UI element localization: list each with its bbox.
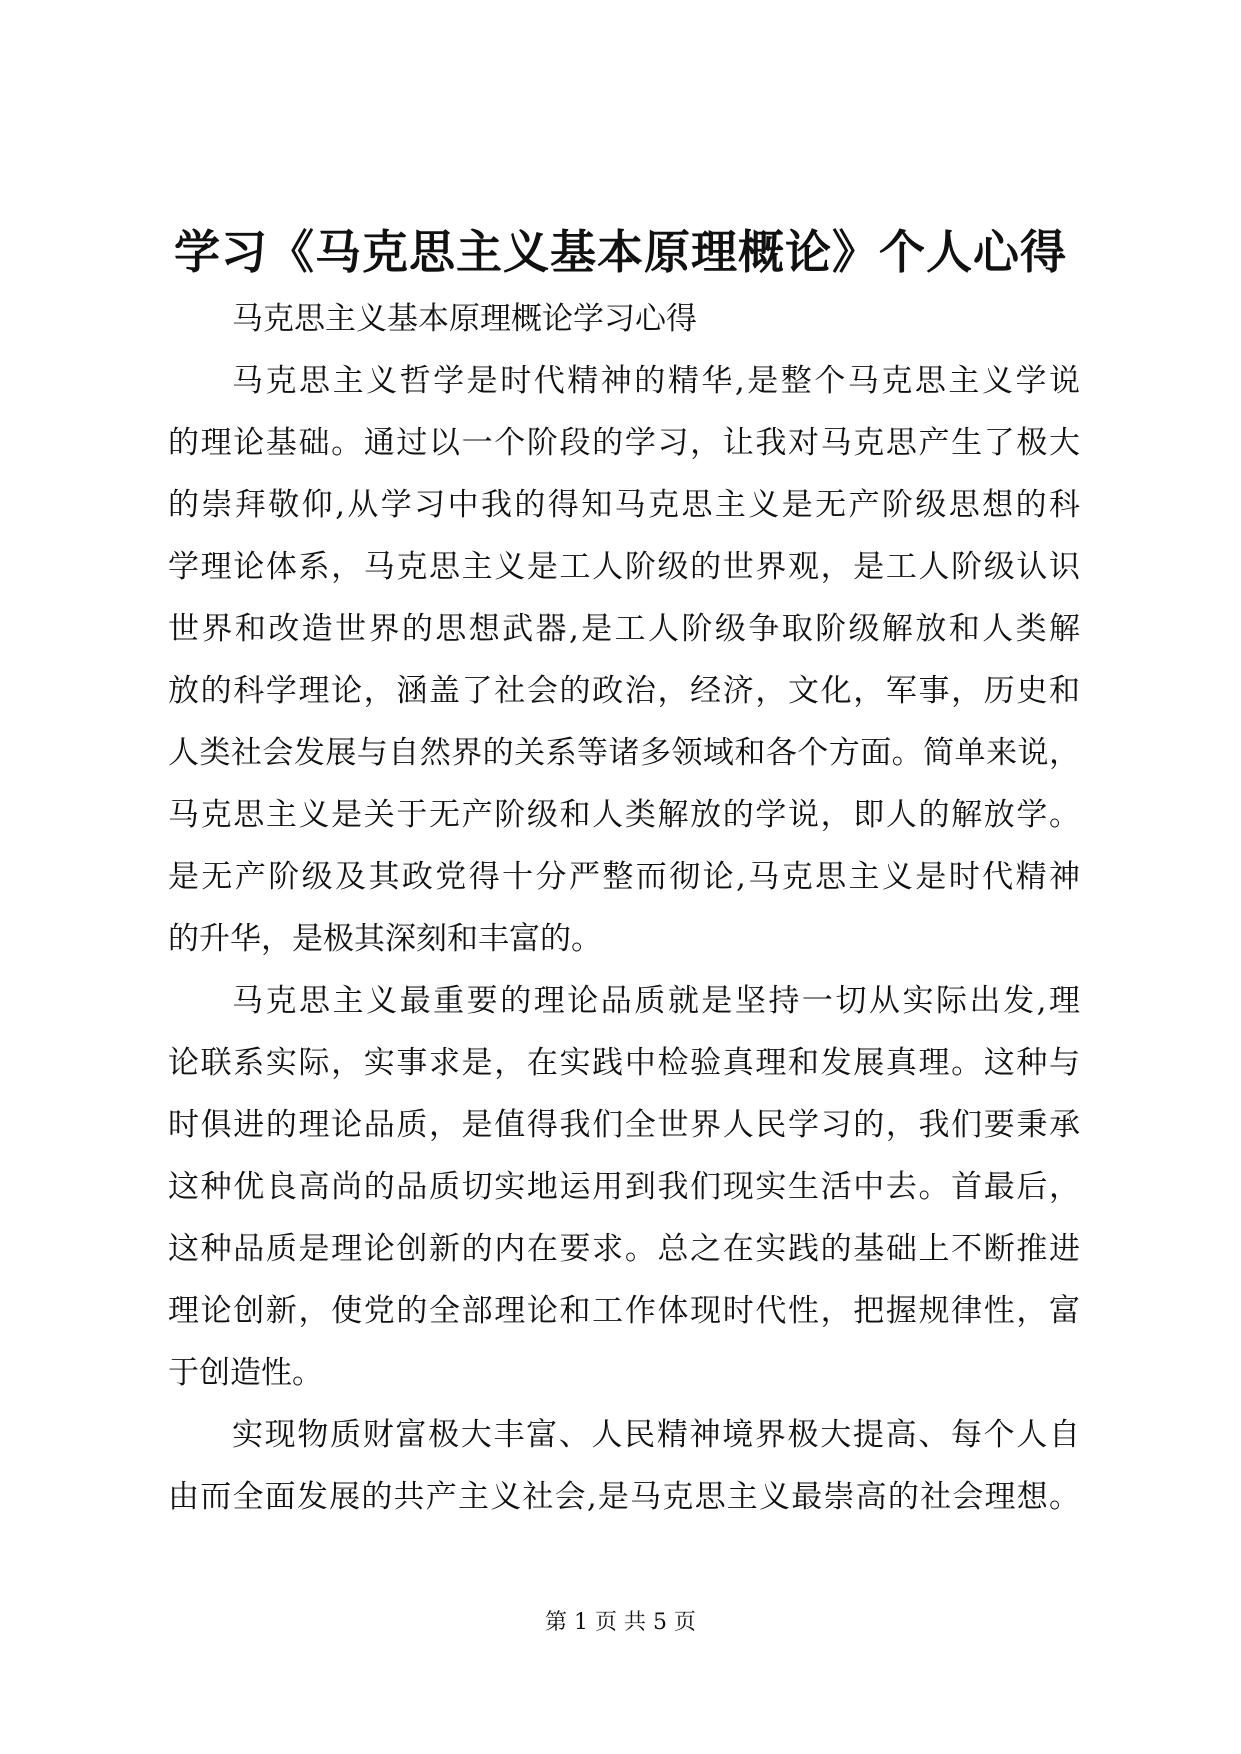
page-footer: 第 1 页 共 5 页 xyxy=(545,1610,696,1635)
text-line: 论联系实际，实事求是，在实践中检验真理和发展真理。这种与 xyxy=(168,1045,1080,1081)
text-line: 世界和改造世界的思想武器,是工人阶级争取阶级解放和人类解 xyxy=(168,611,1080,647)
document-body xyxy=(168,288,1080,1528)
text-line: 的升华，是极其深刻和丰富的。 xyxy=(168,921,602,957)
text-line: 这种优良高尚的品质切实地运用到我们现实生活中去。首最后， xyxy=(168,1169,1080,1205)
text-line: 马克思主义哲学是时代精神的精华,是整个马克思主义学说 xyxy=(232,363,1080,399)
text-line: 于创造性。 xyxy=(168,1355,323,1391)
text-line: 由而全面发展的共产主义社会,是马克思主义最崇高的社会理想。 xyxy=(168,1479,1080,1515)
text-line: 马克思主义最重要的理论品质就是坚持一切从实际出发,理 xyxy=(232,983,1080,1019)
text-line: 这种品质是理论创新的内在要求。总之在实践的基础上不断推进 xyxy=(168,1231,1080,1267)
text-line: 放的科学理论，涵盖了社会的政治，经济，文化，军事，历史和 xyxy=(168,673,1080,709)
text-line: 实现物质财富极大丰富、人民精神境界极大提高、每个人自 xyxy=(232,1417,1080,1453)
text-line: 人类社会发展与自然界的关系等诸多领域和各个方面。简单来说， xyxy=(168,735,1080,771)
text-line: 学理论体系，马克思主义是工人阶级的世界观，是工人阶级认识 xyxy=(168,549,1080,585)
text-line: 马克思主义基本原理概论学习心得 xyxy=(232,301,697,337)
text-line: 理论创新，使党的全部理论和工作体现时代性，把握规律性，富 xyxy=(168,1293,1080,1329)
text-line: 的理论基础。通过以一个阶段的学习，让我对马克思产生了极大 xyxy=(168,425,1080,461)
text-line: 马克思主义是关于无产阶级和人类解放的学说，即人的解放学。 xyxy=(168,797,1080,833)
text-line: 的崇拜敬仰,从学习中我的得知马克思主义是无产阶级思想的科 xyxy=(168,487,1080,523)
text-line: 时俱进的理论品质，是值得我们全世界人民学习的，我们要秉承 xyxy=(168,1107,1080,1143)
text-line: 是无产阶级及其政党得十分严整而彻论,马克思主义是时代精神 xyxy=(168,859,1080,895)
document-title: 学习《马克思主义基本原理概论》个人心得 xyxy=(174,225,1067,279)
